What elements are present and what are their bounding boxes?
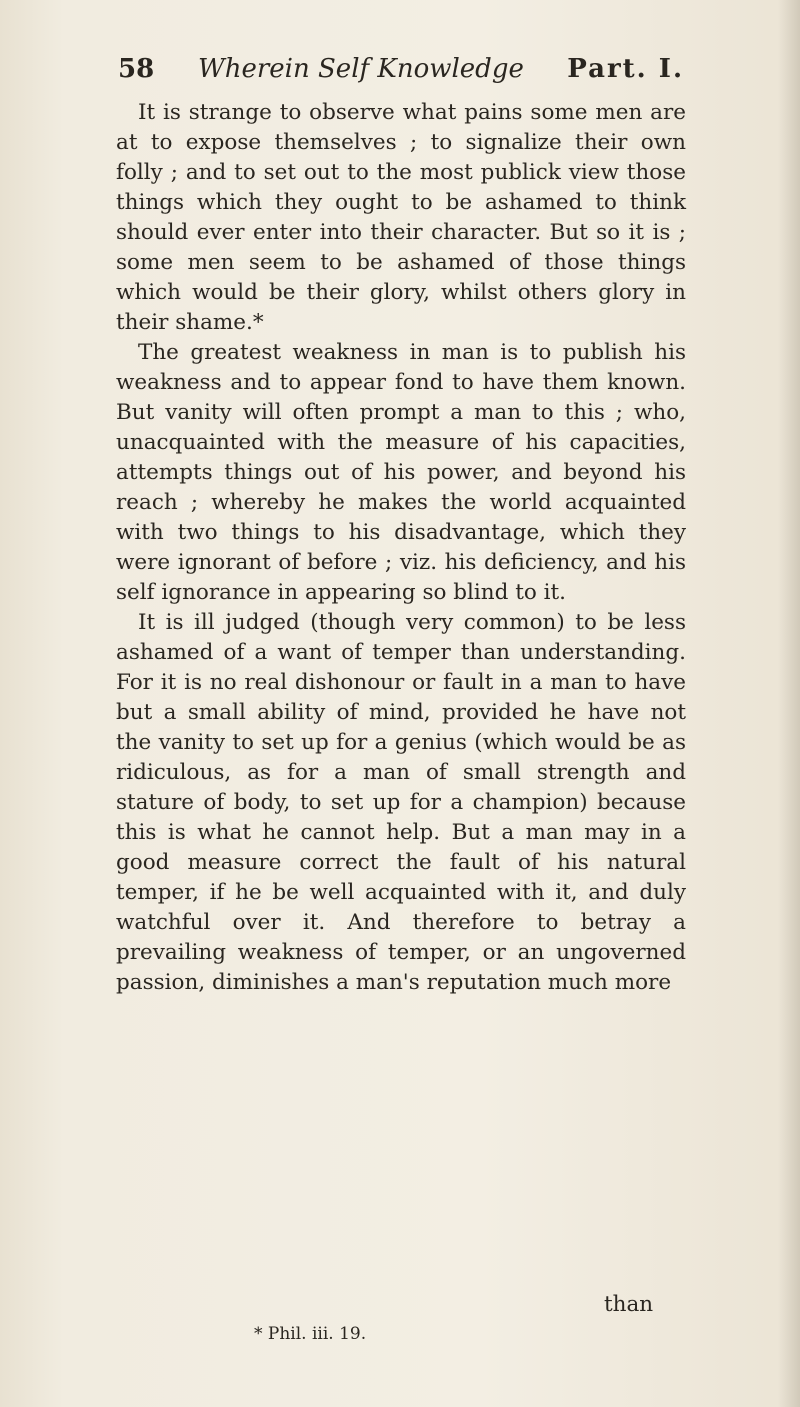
footnote: * Phil. iii. 19.	[254, 1324, 367, 1344]
part-label: Part. I.	[567, 54, 684, 84]
page-edge-shadow	[778, 0, 800, 1407]
page-header	[118, 54, 684, 94]
running-title: Wherein Self Knowledge	[198, 54, 524, 84]
catchword: than	[604, 1292, 654, 1317]
paragraph: It is strange to observe what pains some men are at to expose themselves ; to signalize their own folly ; and to set out to the most publick view those things which they ought to be ashamed to think should ever enter into their character. But so it is ; some men seem to be ashamed of those things which would be their glory, whilst others glory in their shame.*	[116, 100, 686, 335]
body-text	[116, 98, 686, 998]
paragraph: The greatest weakness in man is to publish his weakness and to appear fond to have them known. But vanity will often prompt a man to this ; who, unacquainted with the measure of his capacities, attempts things out of his power, and beyond his reach ; whereby he makes the world acquainted with two things to his disadvantage, which they were ignorant of before ; viz. his deficiency, and his self ignorance in appearing so blind to it.	[116, 340, 686, 605]
paragraph: It is ill judged (though very common) to be less ashamed of a want of temper than understanding. For it is no real dishonour or fault in a man to have but a small ability of mind, provided he have not the vanity to set up for a genius (which would be as ridiculous, as for a man of small strength and stature of body, to set up for a champion) because this is what he cannot help. But a man may in a good measure correct the fault of his natural temper, if he be well acquainted with it, and duly watchful over it. And therefore to betray a prevailing weakness of temper, or an ungoverned passion, diminishes a man's reputation much more	[116, 610, 686, 995]
page-number: 58	[118, 54, 155, 84]
